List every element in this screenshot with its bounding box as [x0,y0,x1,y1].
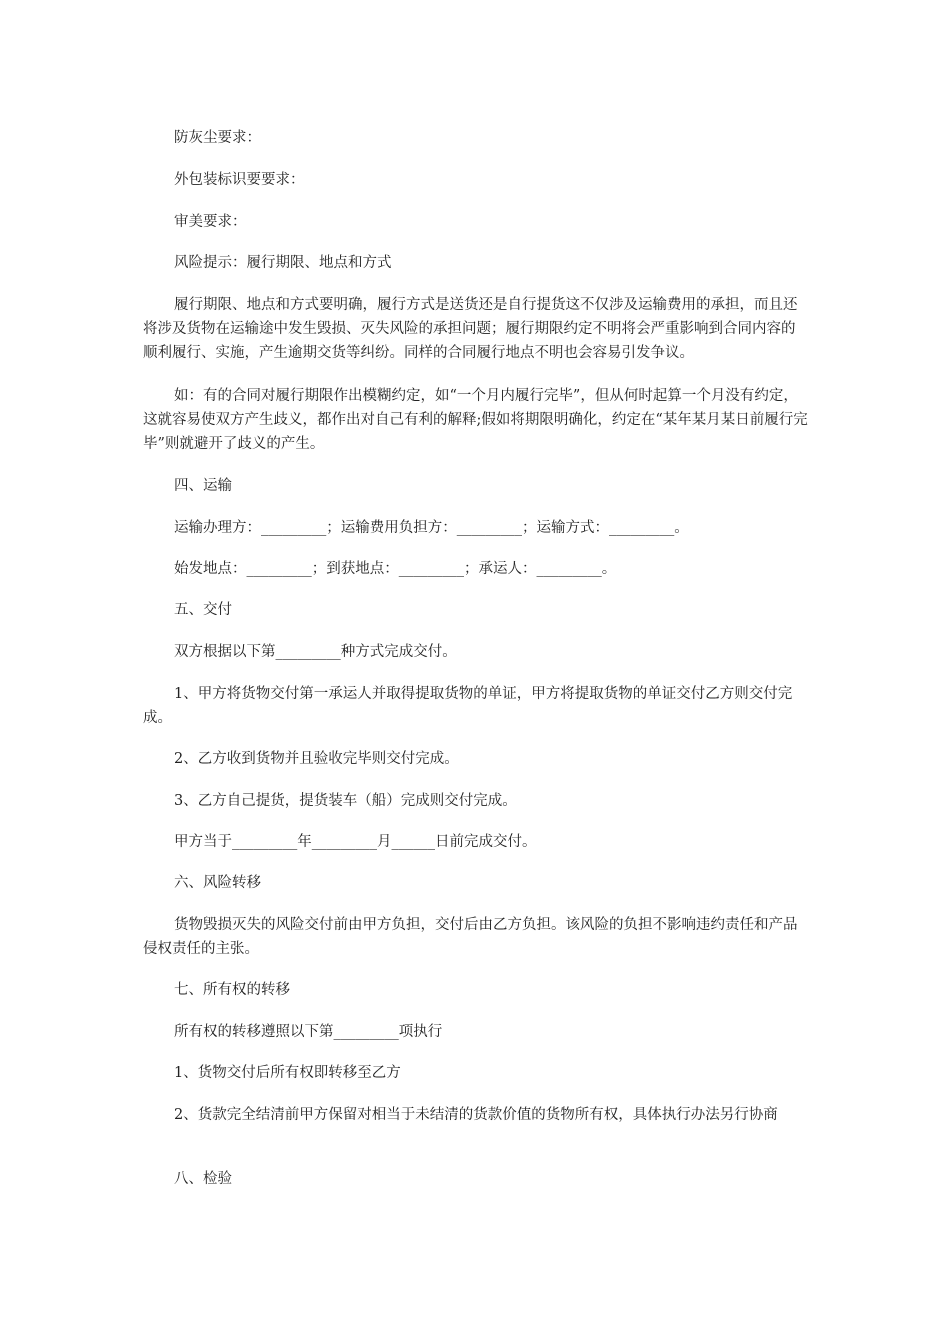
delivery-option-1: 1、甲方将货物交付第一承运人并取得提取货物的单证，甲方将提取货物的单证交付乙方则交付完成。 [143,686,793,726]
location-fields: 始发地点：_________；到获地点：_________；承运人：_________。 [174,561,617,577]
ownership-option-1: 1、货物交付后所有权即转移至乙方 [174,1065,401,1081]
risk-transfer-paragraph: 货物毁损灭失的风险交付前由甲方负担，交付后由乙方负担。该风险的负担不影响违约责任和产品侵权责任的主张。 [143,917,798,957]
packaging-label-requirement: 外包装标识要要求： [174,172,305,188]
section-heading-delivery: 五、交付 [174,602,232,618]
section-heading-risk-transfer: 六、风险转移 [174,875,261,891]
delivery-option-2: 2、乙方收到货物并且验收完毕则交付完成。 [174,751,459,767]
transport-fields: 运输办理方：_________；运输费用负担方：_________；运输方式：_________。 [174,520,689,536]
dust-requirement: 防灰尘要求： [174,130,261,146]
performance-terms-paragraph: 履行期限、地点和方式要明确，履行方式是送货还是自行提货这不仅涉及运输费用的承担，而且还将涉及货物在运输途中发生毁损、灭失风险的承担问题；履行期限约定不明将会严重影响到合同内容的顺利履行、实施，产生逾期交货等纠纷。同样的合同履行地点不明也会容易引发争议。 [143,297,798,361]
section-heading-ownership: 七、所有权的转移 [174,982,290,998]
delivery-option-3: 3、乙方自己提货，提货装车（船）完成则交付完成。 [174,793,517,809]
ownership-method-line: 所有权的转移遵照以下第_________项执行 [174,1024,443,1040]
ownership-option-2: 2、货款完全结清前甲方保留对相当于未结清的货款价值的货物所有权，具体执行办法另行协商 [174,1107,778,1123]
example-paragraph: 如：有的合同对履行期限作出模糊约定，如“一个月内履行完毕”，但从何时起算一个月没有约定，这就容易使双方产生歧义，都作出对自己有利的解释;假如将期限明确化，约定在“某年某月某日前履行完毕”则就避开了歧义的产生。 [143,388,808,452]
section-heading-transport: 四、运输 [174,478,232,494]
aesthetic-requirement: 审美要求： [174,214,247,230]
delivery-method-line: 双方根据以下第_________种方式完成交付。 [174,644,457,660]
risk-tip-heading: 风险提示：履行期限、地点和方式 [174,255,392,271]
delivery-date-line: 甲方当于_________年_________月______日前完成交付。 [174,834,537,850]
section-heading-inspection: 八、检验 [174,1171,232,1187]
